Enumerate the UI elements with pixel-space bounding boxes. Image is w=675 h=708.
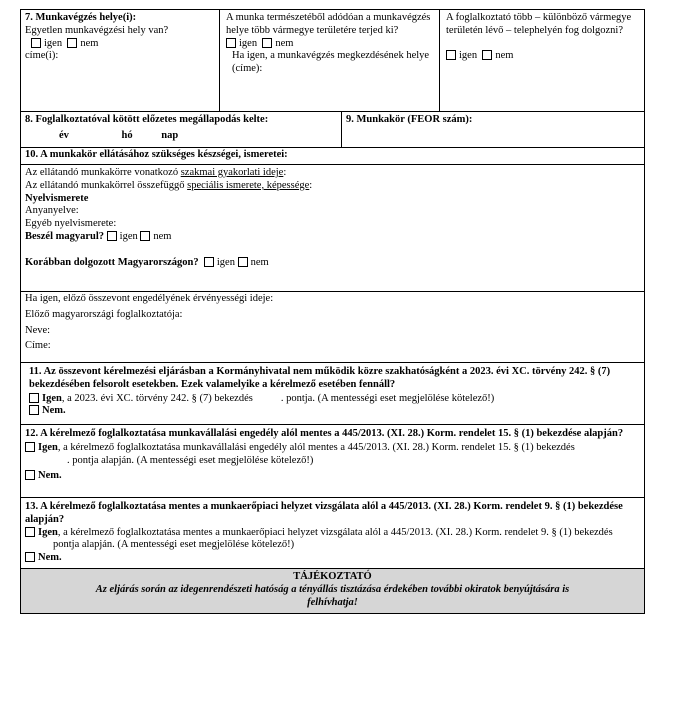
section-13 — [21, 498, 644, 569]
s7-q2-nem-label: nem — [275, 37, 294, 49]
s7-q1-nem-label: nem — [80, 37, 99, 49]
s7-q3-igen-checkbox[interactable] — [446, 50, 456, 60]
s13-igen-text1: , a kérelmező foglalkoztatása mentes a munkaerőpiaci helyzet vizsgálata alól a 445/2013. (XI. 28.) Korm. rendelet 9. § (1) bekezdés — [57, 526, 613, 538]
s7-q2-nem-checkbox[interactable] — [262, 38, 272, 48]
s7-col2 — [220, 10, 440, 111]
s10-l1-underlined: szakmai gyakorlati ideje — [180, 167, 284, 178]
s10-anyanyelv: Anyanyelve: — [25, 205, 79, 217]
s10-title-row — [21, 148, 644, 165]
s13-nem-checkbox[interactable] — [25, 552, 35, 562]
s7-q3-igen-label: igen — [459, 49, 478, 61]
s10-body — [21, 165, 644, 292]
s7-q3-nem-checkbox[interactable] — [482, 50, 492, 60]
prev-l4: Címe: — [25, 340, 51, 352]
prev-l1: Ha igen, előző összevont engedélyének érvényességi ideje: — [25, 293, 274, 304]
s10-korabban-igen-checkbox[interactable] — [204, 257, 214, 267]
s11-igen-label: Igen — [42, 392, 62, 404]
s10-korabban-nem-label: nem — [250, 256, 269, 268]
s13-title: 13. A kérelmező foglalkoztatása mentes a munkaerőpiaci helyzet vizsgálata alól a 445/2013. (XI. 28.) Korm. rendelet 9. § (1) bekezdése alapján? — [25, 501, 623, 525]
s13-nem-label: Nem. — [38, 552, 62, 564]
s7-q1-igen-label: igen — [44, 37, 63, 49]
s10-beszel-nem-checkbox[interactable] — [140, 231, 150, 241]
info-title: TÁJÉKOZTATÓ — [293, 571, 372, 582]
s7-q2-igen-label: igen — [239, 37, 258, 49]
s13-igen-text2: pontja alapján. (A mentességi eset megjelölése kötelező!) — [53, 539, 295, 551]
s8-cell — [21, 112, 342, 147]
prev-l2: Előző magyarországi foglalkoztatója: — [25, 308, 183, 320]
s12-igen-text2: . pontja alapján. (A mentességi eset megjelölése kötelező!) — [67, 454, 314, 466]
application-form — [20, 9, 645, 614]
section-11 — [21, 363, 644, 425]
s7-q2-note: Ha igen, a munkavégzés megkezdésének helye (címe): — [232, 50, 430, 75]
s12-igen-checkbox[interactable] — [25, 442, 35, 452]
s10-korabban-igen-label: igen — [216, 256, 235, 268]
s10-l2-colon: : — [309, 179, 313, 191]
s7-title: 7. Munkavégzés helye(i): — [25, 12, 137, 23]
previous-employment — [21, 292, 644, 363]
s9-title: 9. Munkakör (FEOR szám): — [346, 114, 473, 125]
info-text: Az eljárás során az idegenrendészeti hatóság a tényállás tisztázása érdekében további okiratok benyújtására is felhívhatja! — [95, 583, 570, 608]
s10-l2-text: Az ellátandó munkakörrel összefüggő — [25, 179, 188, 191]
s8-ev: év — [59, 129, 69, 141]
s12-igen-label: Igen — [38, 441, 58, 453]
s9-cell — [342, 112, 644, 147]
info-box — [21, 569, 644, 613]
section-12 — [21, 425, 644, 498]
s7-q1-igen-checkbox[interactable] — [31, 38, 41, 48]
s13-igen-label: Igen — [38, 526, 58, 538]
s7-q2-igen-checkbox[interactable] — [226, 38, 236, 48]
s7-col3 — [440, 10, 644, 111]
s10-nyelv: Nyelvismerete — [25, 192, 89, 204]
s10-l2-underlined: speciális ismerete, képessége — [187, 179, 310, 191]
s10-egyeb: Egyéb nyelvismerete: — [25, 218, 117, 230]
s11-igen-text2: . pontja. (A mentességi eset megjelölése kötelező!) — [280, 392, 495, 404]
s11-igen-text1: , a 2023. évi XC. törvény 242. § (7) bekezdés — [61, 392, 253, 404]
s10-beszel-igen-checkbox[interactable] — [107, 231, 117, 241]
s13-igen-checkbox[interactable] — [25, 527, 35, 537]
s11-nem-checkbox[interactable] — [29, 405, 39, 415]
s10-beszel: Beszél magyarul? — [25, 230, 105, 242]
s12-nem-label: Nem. — [38, 470, 62, 482]
s10-l1-colon: : — [283, 167, 287, 178]
s7-q3: A foglalkoztató több – különböző vármegye területén lévő – telephelyén fog dolgozni? — [446, 12, 632, 36]
s8-ho: hó — [121, 129, 133, 141]
s7-q2: A munka természetéből adódóan a munkavégzés helye több vármegye területére terjed ki? — [226, 12, 431, 36]
s8-title: 8. Foglalkoztatóval kötött előzetes megállapodás kelte: — [25, 114, 269, 125]
s7-q1-nem-checkbox[interactable] — [67, 38, 77, 48]
s10-korabban: Korábban dolgozott Magyarországon? — [25, 256, 199, 268]
s10-title: 10. A munkakör ellátásához szükséges készségei, ismeretei: — [25, 149, 288, 160]
section-8-9 — [21, 112, 644, 148]
s10-korabban-nem-checkbox[interactable] — [238, 257, 248, 267]
s7-q1: Egyetlen munkavégzési hely van? — [25, 24, 169, 36]
s8-nap: nap — [161, 129, 179, 141]
s7-col1 — [21, 10, 220, 111]
s7-cime-label: címe(i): — [25, 50, 59, 62]
s12-title: 12. A kérelmező foglalkoztatása munkavállalási engedély alól mentes a 445/2013. (XI. 28.) Korm. rendelet 15. § (1) bekezdése alapján? — [25, 428, 624, 439]
s7-q3-nem-label: nem — [495, 49, 514, 61]
s12-nem-checkbox[interactable] — [25, 470, 35, 480]
s10-l1-text: Az ellátandó munkakörre vonatkozó — [25, 167, 181, 178]
prev-l3: Neve: — [25, 324, 51, 336]
s10-beszel-igen-label: igen — [119, 230, 138, 242]
s12-igen-text1: , a kérelmező foglalkoztatása munkavállalási engedély alól mentes a 445/2013. (XI. 28.) Korm. rendelet 15. § (1) bekezdés — [57, 441, 575, 453]
s11-nem-label: Nem. — [42, 405, 66, 417]
s10-beszel-nem-label: nem — [153, 230, 172, 242]
s11-title: 11. Az összevont kérelmezési eljárásban a Kormányhivatal nem működik közre szakhatóságként a 2023. évi XC. törvény 242. § (7) bekezdésében felsorolt esetekben. Ezek valamelyike a kérelmező esetében fennáll? — [29, 366, 611, 390]
section-7 — [21, 10, 644, 112]
s11-igen-checkbox[interactable] — [29, 393, 39, 403]
